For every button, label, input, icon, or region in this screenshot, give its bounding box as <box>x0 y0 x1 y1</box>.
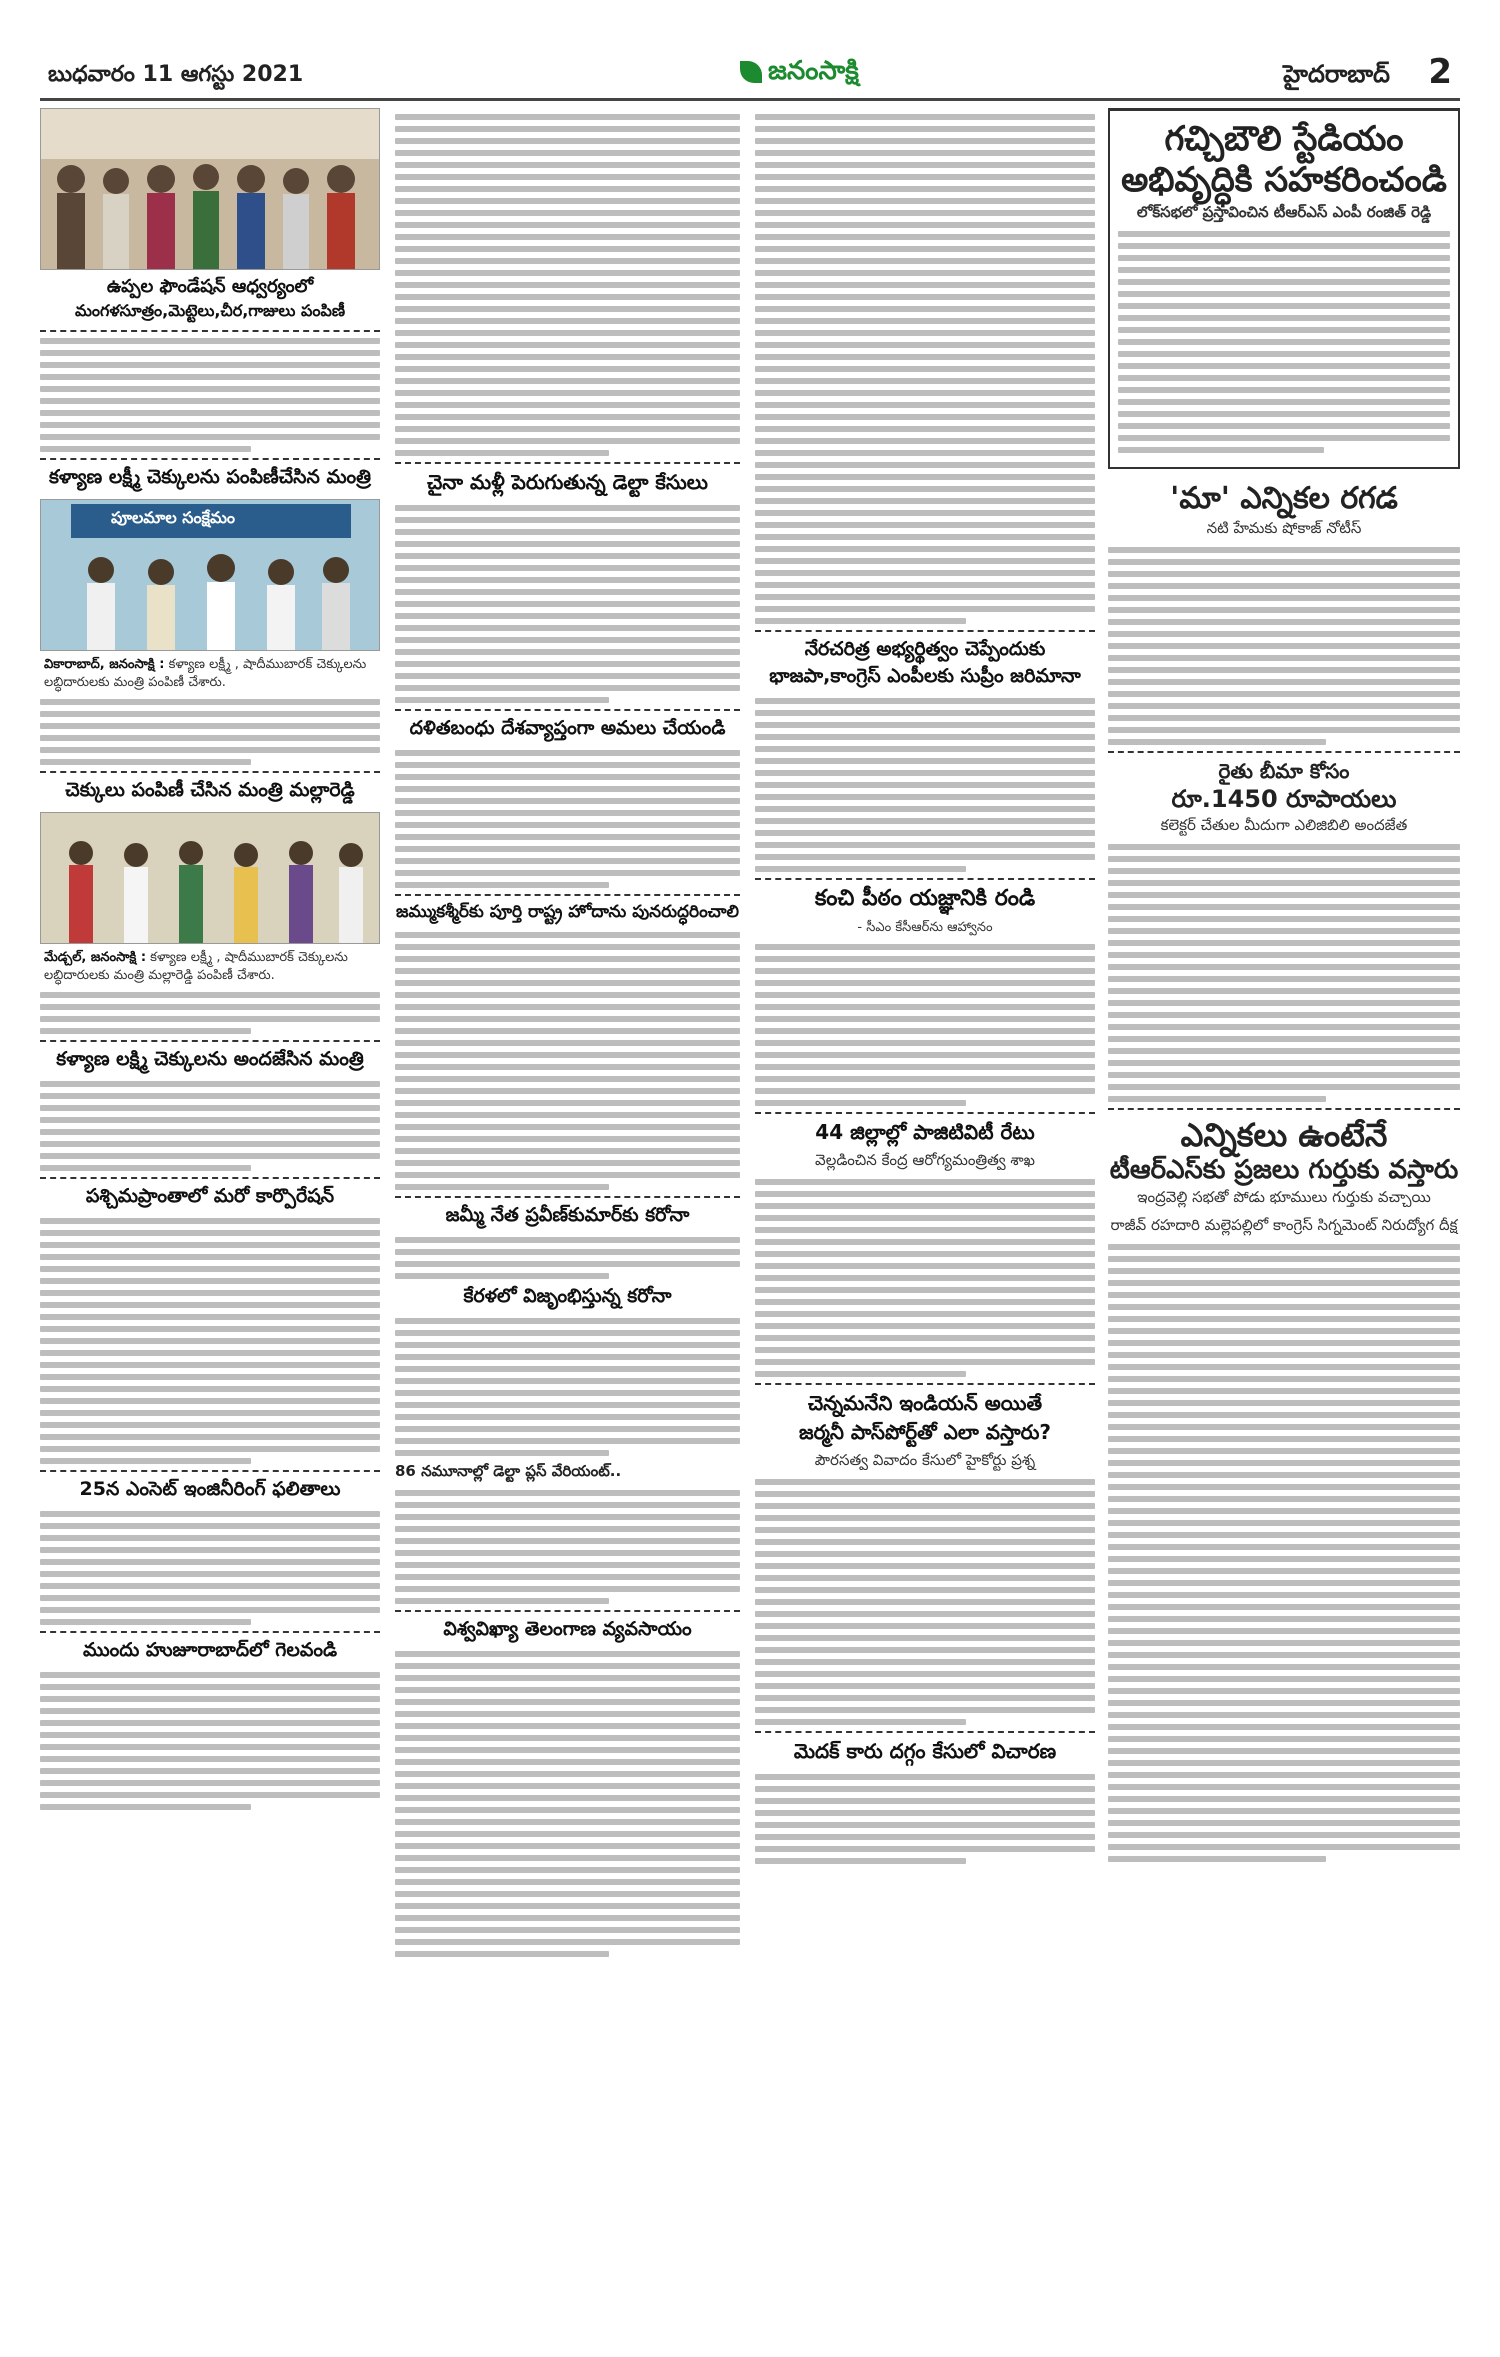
subhead-delta-plus: 86 నమూనాల్లో డెల్టా ప్లస్ వేరియంట్.. <box>395 1462 622 1480</box>
article-body <box>395 750 740 888</box>
headline-dalita-bandhu: దళితబంధు దేశవ్యాప్తంగా అమలు చేయండి <box>409 717 726 739</box>
article-body <box>40 1081 380 1171</box>
headline-rythu-bima-b: రూ.1450 రూపాయలు <box>1171 784 1397 813</box>
caption-text: కళ్యాణ లక్ష్మీ , షాదీముబారక్ చెక్కులను లబ్ధిదారులకు మంత్రి పంపిణీ చేశారు. <box>44 657 367 690</box>
headline-chennamaneni-b: జర్మనీ పాస్‌పోర్ట్‌తో ఎలా వస్తారు? <box>798 1420 1051 1444</box>
headline-eamcet: 25న ఎంసెట్ ఇంజినీరింగ్ ఫలితాలు <box>79 1478 341 1500</box>
headline-medak-car: మెదక్ కారు దగ్గం కేసులో విచారణ <box>793 1739 1057 1763</box>
headline-chennamaneni-a: చెన్నమనేని ఇండియన్ అయితే <box>807 1391 1043 1415</box>
caption-place: మేడ్చల్, జనంసాక్షి : <box>44 950 147 965</box>
headline-jammu-kashmir: జమ్ముకశ్మీర్‌కు పూర్తి రాష్ట్ర హోదాను పునరుద్ధరించాలి <box>396 902 739 922</box>
article-body <box>755 1479 1095 1725</box>
story-gachibowli-box <box>1108 108 1460 469</box>
article-body <box>755 944 1095 1106</box>
page-number: 2 <box>1428 52 1452 92</box>
column-2 <box>395 108 740 1963</box>
divider <box>395 1196 740 1198</box>
subhead-indravelli: ఇంద్రవెల్లి సభతో పోడు భూములు గుర్తుకు వచ్చాయి <box>1137 1188 1431 1207</box>
divider <box>395 894 740 896</box>
article-body <box>40 1511 380 1625</box>
headline-trs-b: టీఆర్ఎస్‌కు ప్రజలు గుర్తుకు వస్తారు <box>1109 1154 1459 1185</box>
article-body <box>755 1774 1095 1864</box>
headline-maa-elections: 'మా' ఎన్నికల రగడ <box>1170 480 1398 516</box>
article-body <box>395 1237 740 1279</box>
article-body <box>40 699 380 765</box>
subhead-health-ministry: వెల్లడించిన కేంద్ర ఆరోగ్యమంత్రిత్వ శాఖ <box>815 1151 1035 1169</box>
headline-gachibowli-b: అభివృద్ధికి సహకరించండి <box>1121 159 1447 200</box>
divider <box>755 878 1095 880</box>
divider <box>1108 1108 1460 1110</box>
headline-supreme-fine: భాజపా,కాంగ్రెస్ ఎంపీలకు సుప్రీం జరిమానా <box>769 665 1081 687</box>
headline-kalyana-lakshmi-1: కళ్యాణ లక్ష్మీ చెక్కులను పంపిణీచేసిన మంత్రి <box>48 466 372 488</box>
divider <box>755 630 1095 632</box>
article-body <box>395 505 740 703</box>
headline-china-delta: చైనా మళ్లీ పెరుగుతున్న డెల్టా కేసులు <box>427 470 708 494</box>
divider <box>395 709 740 711</box>
caption-text: కళ్యాణ లక్ష్మీ , షాదీముబారక్ చెక్కులను లబ్ధిదారులకు మంత్రి మల్లారెడ్డి పంపిణీ చేశారు. <box>44 950 348 983</box>
divider <box>40 1040 380 1042</box>
column-1 <box>40 108 380 1816</box>
divider <box>755 1112 1095 1114</box>
headline-positivity-rate: 44 జిల్లాల్లో పాజిటివిటీ రేటు <box>815 1120 1035 1144</box>
subhead-hema-notice: నటి హేమకు షోకాజ్ నోటీస్ <box>1206 518 1362 537</box>
headline-huzurabad: ముందు హుజూరాబాద్‌లో గెలవండి <box>82 1639 338 1661</box>
issue-date: బుధవారం 11 ఆగస్టు 2021 <box>48 62 304 87</box>
edition-city: హైదరాబాద్ <box>1283 60 1390 88</box>
article-body <box>1108 1244 1460 1862</box>
photo-foundation-event <box>40 108 380 270</box>
article-body <box>755 1179 1095 1377</box>
article-body <box>1108 844 1460 1102</box>
headline-gachibowli-a: గచ్చిబౌలి స్టేడియం <box>1164 119 1404 159</box>
article-body <box>395 1318 740 1456</box>
photo-cheque-distribution-2 <box>40 812 380 944</box>
headline-criminal-record: నేరచరిత్ర అభ్యర్థిత్వం చెప్పేందుకు <box>804 638 1046 660</box>
subhead-ranjith-reddy: లోక్‌సభలో ప్రస్తావించిన టీఆర్ఎస్ ఎంపీ రంజిత్ రెడ్డి <box>1136 202 1432 221</box>
headline-telangana-agriculture: విశ్వవిఖ్యా తెలంగాణ వ్యవసాయం <box>443 1618 692 1640</box>
headline-foundation-a: ఉప్పల ఫౌండేషన్ ఆధ్వర్యంలో <box>106 276 314 297</box>
divider <box>40 1631 380 1633</box>
divider <box>395 1610 740 1612</box>
photo-cheque-distribution-1 <box>40 499 380 651</box>
leaf-icon <box>740 61 762 83</box>
divider <box>755 1383 1095 1385</box>
article-body <box>755 698 1095 872</box>
subhead-citizenship: పౌరసత్వ వివాదం కేసులో హైకోర్టు ప్రశ్న <box>814 1451 1036 1469</box>
article-body <box>1108 547 1460 745</box>
headline-rythu-bima-a: రైతు బీమా కోసం <box>1218 758 1350 783</box>
article-body <box>395 1651 740 1957</box>
headline-corporation: పశ్చిమప్రాంతాలో మరో కార్పొరేషన్ <box>85 1185 335 1207</box>
article-body <box>755 114 1095 624</box>
headline-trs-a: ఎన్నికలు ఉంటేనే <box>1180 1115 1388 1154</box>
page-header <box>40 52 1460 101</box>
subhead-rajiv-road: రాజీవ్ రహదారి మల్లెపల్లిలో కాంగ్రెస్ సిగ్నమెంట్ నిరుద్యోగ దీక్ష <box>1110 1216 1458 1235</box>
divider <box>40 771 380 773</box>
article-body <box>395 932 740 1190</box>
article-body <box>40 1218 380 1464</box>
column-3 <box>755 108 1095 1870</box>
article-body <box>40 1672 380 1810</box>
divider <box>395 462 740 464</box>
headline-kanchi-peetham: కంచి పీఠం యజ్ఞానికి రండి <box>814 886 1036 911</box>
article-body <box>395 114 740 456</box>
headline-foundation-b: మంగళసూత్రం,మెట్టెలు,చీర,గాజులు పంపిణీ <box>74 301 346 320</box>
article-body <box>40 992 380 1034</box>
divider <box>40 1177 380 1179</box>
column-4 <box>1108 108 1460 1868</box>
caption-place: వికారాబాద్, జనంసాక్షి : <box>44 657 165 672</box>
divider <box>40 458 380 460</box>
logo-text: జనంసాక్షి <box>768 56 859 86</box>
byline-kanchi: - సీఎం కేసీఆర్‌ను ఆహ్వానం <box>857 920 993 935</box>
headline-praveen-kumar: జమ్మీ నేత ప్రవీణ్‌కుమార్‌కు కరోనా <box>445 1204 690 1226</box>
headline-kerala-corona: కేరళలో విజృంభిస్తున్న కరోనా <box>463 1285 672 1307</box>
photo-banner-text: పూలమాల సంక్షేమం <box>111 508 236 527</box>
divider <box>755 1731 1095 1733</box>
article-body <box>40 338 380 452</box>
caption-mallareddy <box>44 950 376 986</box>
subhead-collector: కలెక్టర్ చేతుల మీదుగా ఎలిజిబిలి అందజేత <box>1160 815 1408 834</box>
divider <box>1108 751 1460 753</box>
headline-mallareddy: చెక్కులు పంపిణీ చేసిన మంత్రి మల్లారెడ్డి <box>65 779 355 801</box>
article-body <box>1118 231 1450 453</box>
caption-kalyana-lakshmi-1 <box>44 657 376 693</box>
headline-kalyana-lakshmi-2: కళ్యాణ లక్ష్మి చెక్కులను అందజేసిన మంత్రి <box>56 1048 364 1070</box>
divider <box>40 330 380 332</box>
newspaper-logo <box>740 56 859 92</box>
divider <box>40 1470 380 1472</box>
article-body <box>395 1490 740 1604</box>
